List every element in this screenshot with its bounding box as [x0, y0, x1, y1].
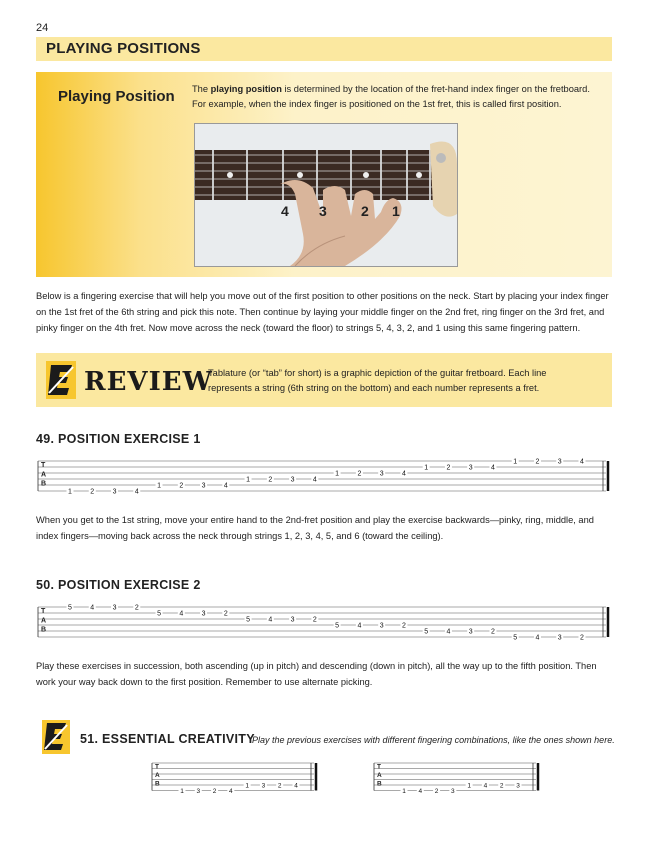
tab-note: 4 — [418, 788, 423, 795]
exercise-51-title: 51. ESSENTIAL CREATIVITY — [80, 732, 255, 746]
tab-note: 2 — [134, 604, 139, 612]
fretboard-illustration — [195, 124, 457, 266]
tab-note: 1 — [246, 476, 251, 484]
tab-note: 2 — [580, 634, 584, 642]
tab-clef-b: B — [155, 780, 160, 788]
finger-label-3: 3 — [319, 203, 327, 219]
section-title: PLAYING POSITIONS — [46, 40, 201, 57]
tab-note: 4 — [491, 464, 495, 472]
tab-note: 2 — [277, 782, 282, 790]
tab-note: 3 — [557, 458, 562, 466]
tab-note: 1 — [68, 488, 72, 496]
tab-note: 4 — [483, 782, 488, 790]
tab-note: 2 — [312, 616, 317, 624]
playing-position-intro — [192, 82, 602, 112]
intro-post: is determined by the location of the fret-hand index finger on the fretboard. For example, when the index finger is positioned on the 1st fret, this is called first position. — [192, 84, 590, 109]
exercise-51-description: Play the previous exercises with different fingering combinations, like the ones shown here. — [252, 735, 615, 745]
tab-note: 5 — [335, 622, 340, 630]
tab-note: 5 — [157, 610, 161, 618]
tab-clef-a: A — [41, 617, 47, 625]
tab-note: 5 — [68, 604, 72, 612]
tab-note: 3 — [112, 604, 117, 612]
exercise-50-text: Play these exercises in succession, both ascending (up in pitch) and descending (down in pitch), all the way up to the fifth position. Then work your way back down to the first position. Remember to use alternate picking. — [36, 661, 597, 687]
tab-clef-b: B — [41, 626, 47, 634]
tab-clef-b: B — [41, 480, 47, 488]
tab-note: 1 — [424, 464, 429, 472]
tab-note: 3 — [516, 782, 520, 790]
tab-note: 4 — [268, 616, 273, 624]
tab-note: 2 — [223, 610, 228, 618]
playing-position-heading: Playing Position — [58, 88, 175, 105]
tab-note: 2 — [357, 470, 362, 478]
tab-note: 2 — [499, 782, 504, 790]
tab-note: 2 — [491, 628, 495, 636]
tab-note: 3 — [261, 782, 266, 790]
tab-note: 2 — [212, 788, 217, 795]
review-box — [36, 353, 612, 407]
tab-note: 3 — [290, 476, 295, 484]
tab-note: 2 — [90, 488, 95, 496]
exercise-50-title: 50. POSITION EXERCISE 2 — [36, 578, 201, 592]
tab-note: 3 — [290, 616, 295, 624]
tab-note: 2 — [268, 476, 273, 484]
tab-clef-a: A — [377, 772, 382, 780]
tab-note: 1 — [513, 458, 518, 466]
essential-e-icon — [46, 361, 76, 399]
tab-note: 4 — [312, 476, 317, 484]
tab-note: 5 — [246, 616, 251, 624]
tab-note: 4 — [357, 622, 362, 630]
tab-note: 5 — [513, 634, 518, 642]
tab-note: 2 — [446, 464, 451, 472]
tab-clef-a: A — [41, 471, 47, 479]
tab-note: 4 — [294, 782, 298, 790]
finger-label-1: 1 — [392, 203, 400, 219]
review-text: Tablature (or “tab” for short) is a graphic depiction of the guitar fretboard. Each line represents a string (6th string on the bottom) and each number represents a fret. — [208, 368, 547, 393]
tab-note: 4 — [229, 788, 233, 795]
intro-bold-term: playing position — [210, 84, 282, 94]
tab-note: 3 — [196, 788, 201, 795]
tab-note: 1 — [157, 482, 161, 490]
review-label: REVIEW — [84, 367, 213, 397]
exercise-51-tab-b — [372, 759, 544, 795]
tab-note: 4 — [134, 488, 139, 496]
tab-note: 2 — [179, 482, 184, 490]
exercise-51-tab-a — [150, 759, 322, 795]
tab-note: 4 — [446, 628, 451, 636]
fingering-instructions: Below is a fingering exercise that will help you move out of the first position to other positions on the neck. Start by placing your index finger on the 1st fret of the 6th string and pick this note. Then continue by laying your middle finger on the 2nd fret, ring finger on the 3rd fret, and pinky finger on the 4th fret. Now move across the neck (toward the floor) to strings 5, 4, 3, 2, and 1 using this same fingering pattern. — [36, 291, 609, 333]
exercise-49-tab — [36, 455, 614, 497]
tab-note: 4 — [580, 458, 584, 466]
tab-clef-a: A — [155, 772, 160, 780]
tab-note: 4 — [401, 470, 406, 478]
tab-note: 1 — [467, 782, 471, 790]
tab-note: 1 — [245, 782, 249, 790]
tab-note: 1 — [402, 788, 406, 795]
tab-note: 4 — [90, 604, 95, 612]
tab-note: 3 — [201, 610, 206, 618]
intro-pre: The — [192, 84, 211, 94]
finger-label-4: 4 — [281, 203, 289, 219]
tab-note: 3 — [112, 488, 117, 496]
exercise-49-text: When you get to the 1st string, move your entire hand to the 2nd-fret position and play the exercise backwards—pinky, ring, middle, and index fingers—moving back across the neck through strings 1, 2, 3, 4, 5, and 6 (toward the ceiling). — [36, 515, 594, 541]
exercise-49-title: 49. POSITION EXERCISE 1 — [36, 432, 201, 446]
tab-note: 2 — [535, 458, 540, 466]
tab-note: 2 — [434, 788, 439, 795]
tab-note: 1 — [335, 470, 340, 478]
tab-note: 4 — [535, 634, 540, 642]
tab-note: 1 — [180, 788, 184, 795]
tab-note: 2 — [401, 622, 406, 630]
tab-clef-b: B — [377, 780, 382, 788]
exercise-50-tab — [36, 601, 614, 643]
tab-note: 3 — [468, 628, 473, 636]
page-number: 24 — [36, 22, 49, 34]
tab-note: 4 — [179, 610, 184, 618]
tab-clef-t: T — [41, 462, 46, 469]
finger-label-2: 2 — [361, 203, 369, 219]
tab-clef-t: T — [155, 763, 159, 771]
tab-note: 3 — [379, 622, 384, 630]
tab-note: 4 — [223, 482, 228, 490]
playing-position-box — [36, 72, 612, 277]
tab-note: 3 — [201, 482, 206, 490]
tab-note: 3 — [557, 634, 562, 642]
tab-note: 3 — [379, 470, 384, 478]
tab-clef-t: T — [41, 608, 46, 615]
essential-creativity-icon — [42, 720, 70, 754]
fretboard-photo — [194, 123, 458, 267]
tab-note: 3 — [451, 788, 455, 795]
tab-clef-t: T — [377, 763, 381, 771]
tab-note: 5 — [424, 628, 429, 636]
tab-note: 3 — [468, 464, 473, 472]
section-title-bar — [36, 37, 612, 61]
